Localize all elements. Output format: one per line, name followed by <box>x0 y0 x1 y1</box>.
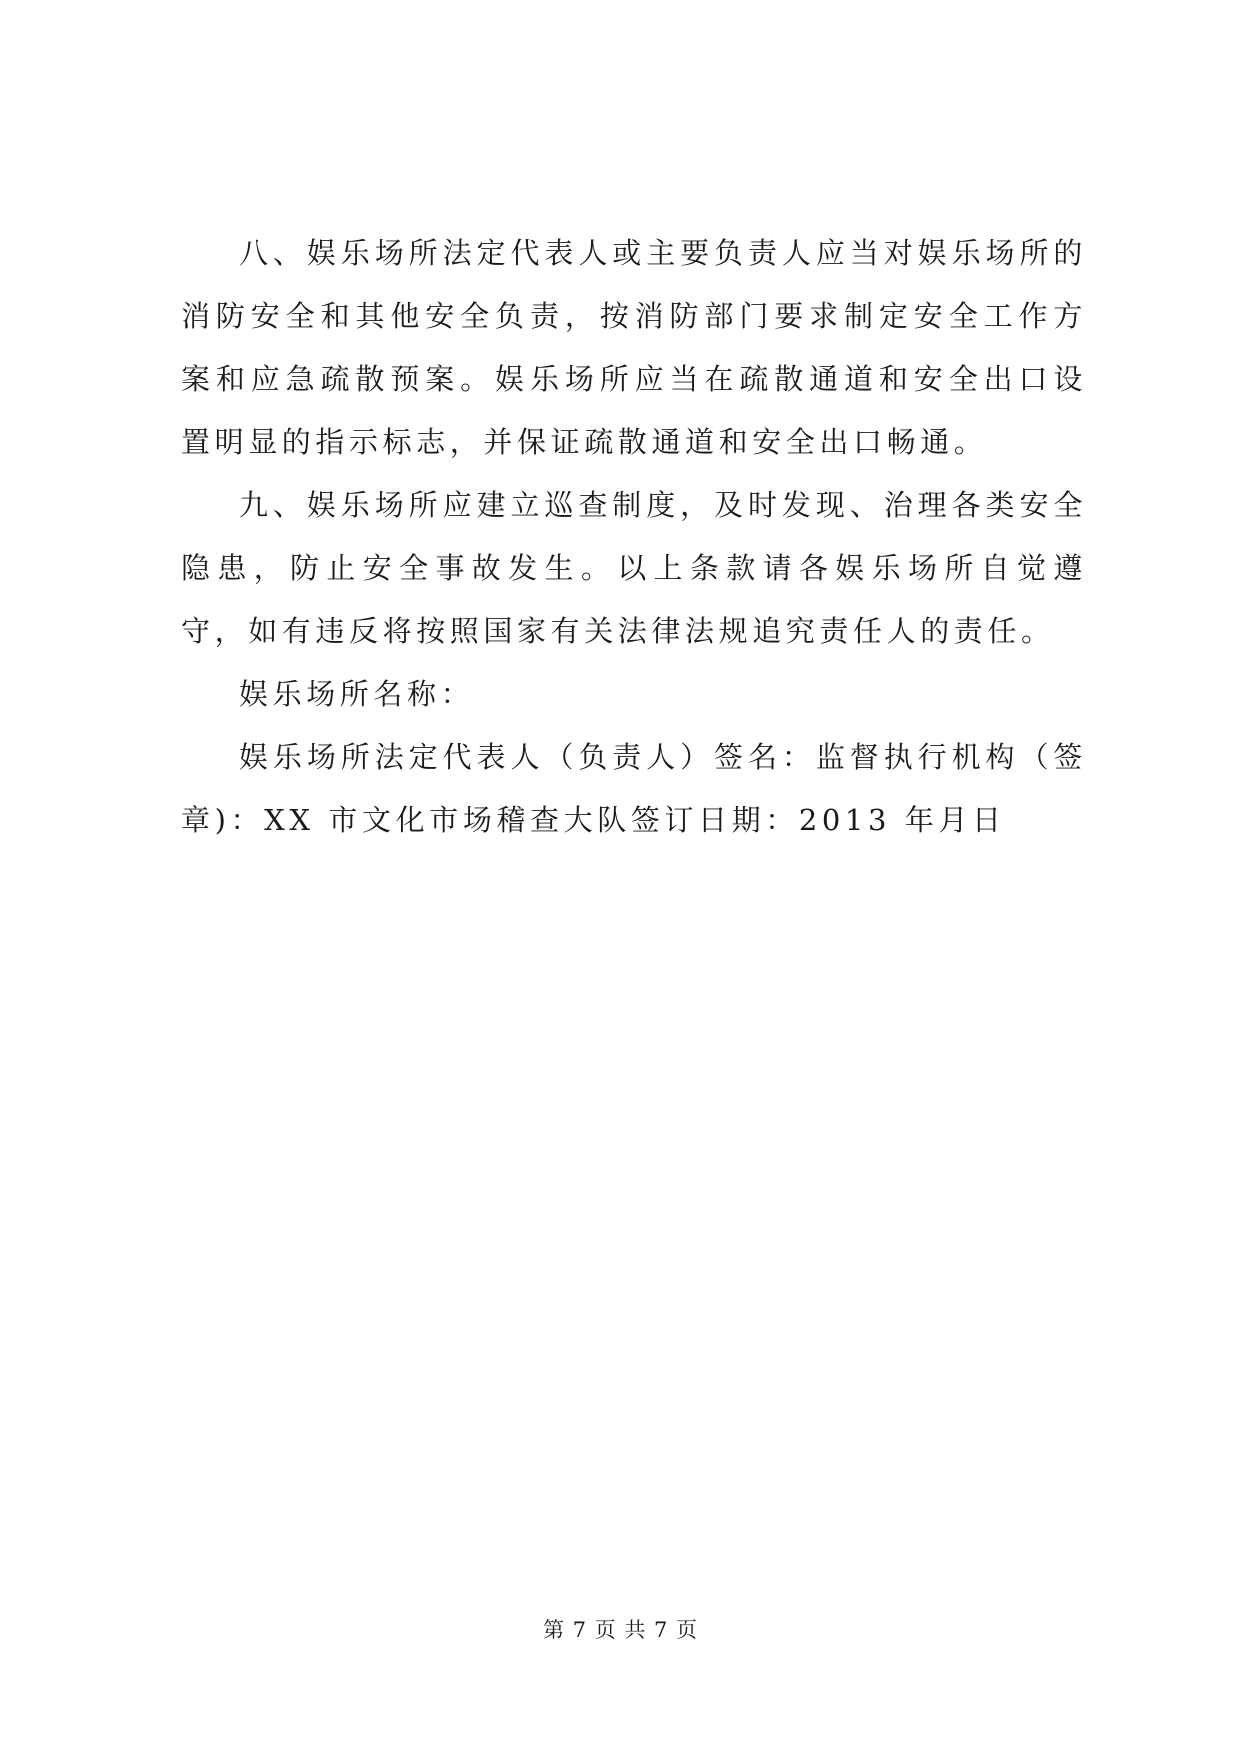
document-body <box>181 222 1087 852</box>
signature-line: 娱乐场所法定代表人（负责人）签名：监督执行机构（签章)：XX 市文化市场稽查大队签订日期：2013 年月日 <box>181 740 1087 837</box>
venue-name-field: 娱乐场所名称： <box>239 677 475 711</box>
paragraph-article-8: 八、娱乐场所法定代表人或主要负责人应当对娱乐场所的消防安全和其他安全负责，按消防部门要求制定安全工作方案和应急疏散预案。娱乐场所应当在疏散通道和安全出口设置明显的指示标志，并保证疏散通道和安全出口畅通。 <box>181 236 1087 459</box>
page-number-footer: 第 7 页 共 7 页 <box>542 1618 699 1642</box>
paragraph-article-9: 九、娱乐场所应建立巡查制度，及时发现、治理各类安全隐患，防止安全事故发生。以上条款请各娱乐场所自觉遵守，如有违反将按照国家有关法律法规追究责任人的责任。 <box>181 488 1087 648</box>
